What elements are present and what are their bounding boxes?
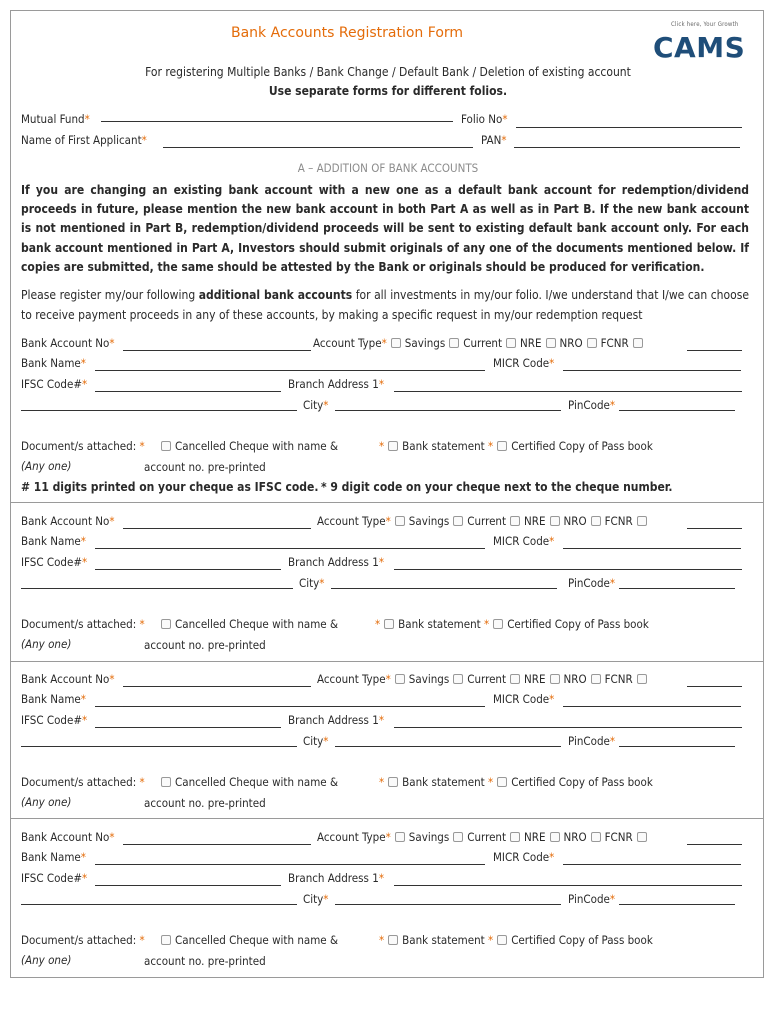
other-checkbox[interactable]: [633, 338, 643, 348]
ifsc-code-label: IFSC Code#*: [21, 871, 88, 885]
bank-account-no-label: Bank Account No*: [21, 830, 115, 844]
passbook-checkbox[interactable]: [493, 619, 503, 629]
current-checkbox[interactable]: [449, 338, 459, 348]
branch-address-field[interactable]: [394, 391, 742, 392]
bank-name-label: Bank Name*: [21, 850, 86, 864]
current-checkbox[interactable]: [453, 832, 463, 842]
nro-checkbox[interactable]: [546, 338, 556, 348]
documents-attached-label: Document/s attached: *: [21, 933, 145, 947]
micr-code-label: MICR Code*: [493, 356, 555, 370]
bank-statement-checkbox[interactable]: [388, 441, 398, 451]
nro-checkbox[interactable]: [550, 516, 560, 526]
micr-code-label: MICR Code*: [493, 534, 555, 548]
bank-account-no-field[interactable]: [123, 350, 311, 351]
account-preprinted-text: account no. pre-printed: [144, 638, 266, 652]
block-separator-1: [11, 502, 763, 503]
bank-account-no-label: Bank Account No*: [21, 514, 115, 528]
branch-address-label: Branch Address 1*: [288, 871, 384, 885]
account-type-other-field[interactable]: [687, 528, 742, 529]
bank-name-field[interactable]: [95, 864, 485, 865]
cams-logo: [651, 21, 746, 63]
city-field[interactable]: [335, 904, 561, 905]
micr-code-field[interactable]: [563, 864, 741, 865]
block-separator-3: [11, 818, 763, 819]
bank-account-block-4: [11, 830, 763, 980]
city-label: City*: [303, 398, 329, 412]
pan-field[interactable]: [514, 147, 740, 148]
passbook-checkbox[interactable]: [497, 777, 507, 787]
bank-name-field[interactable]: [95, 706, 485, 707]
cancelled-cheque-option: Cancelled Cheque with name &: [157, 439, 338, 453]
bank-account-no-field[interactable]: [123, 528, 311, 529]
first-applicant-label: Name of First Applicant*: [21, 133, 147, 147]
branch-address-line2-field[interactable]: [21, 410, 297, 411]
micr-code-label: MICR Code*: [493, 850, 555, 864]
account-type-group: Account Type* Savings Current NRE NRO FCNR: [313, 336, 647, 350]
other-checkbox[interactable]: [637, 674, 647, 684]
first-applicant-field[interactable]: [163, 147, 473, 148]
ifsc-code-field[interactable]: [95, 727, 281, 728]
ifsc-code-field[interactable]: [95, 569, 281, 570]
section-a-title: A – ADDITION OF BANK ACCOUNTS: [297, 161, 479, 175]
logo-text: CAMS: [653, 31, 746, 64]
nro-checkbox[interactable]: [550, 674, 560, 684]
mutual-fund-field[interactable]: [101, 121, 453, 122]
other-checkbox[interactable]: [637, 832, 647, 842]
account-preprinted-text: account no. pre-printed: [144, 796, 266, 810]
pincode-field[interactable]: [619, 410, 735, 411]
section-a-instructions: If you are changing an existing bank account with a new one as a default bank account for redemption/dividend proceeds in future, please mention the new bank account in both Part A as well as in Part B. If the new bank account is not mentioned in Part B, redemption/dividend proceeds will be sent to existing default bank account only. For each bank account mentioned in Part A, Investors should submit originals of any one of the documents mentioned below. If copies are submitted, the same should be attested by the Bank or originals should be produced for verification.: [21, 183, 749, 274]
any-one-label: (Any one): [21, 953, 72, 967]
account-preprinted-text: account no. pre-printed: [144, 954, 266, 968]
block-separator-2: [11, 661, 763, 662]
any-one-label: (Any one): [21, 637, 72, 651]
nro-checkbox[interactable]: [550, 832, 560, 842]
bank-account-no-label: Bank Account No*: [21, 336, 115, 350]
documents-attached-label: Document/s attached: *: [21, 617, 145, 631]
bank-name-label: Bank Name*: [21, 534, 86, 548]
pincode-field[interactable]: [619, 588, 735, 589]
micr-code-field[interactable]: [563, 548, 741, 549]
branch-address-label: Branch Address 1*: [288, 377, 384, 391]
bank-statement-option: * Bank statement * Certified Copy of Pass book: [375, 617, 649, 631]
savings-checkbox[interactable]: [395, 516, 405, 526]
city-label: City*: [303, 892, 329, 906]
mutual-fund-label: Mutual Fund*: [21, 112, 90, 126]
ifsc-code-label: IFSC Code#*: [21, 713, 88, 727]
branch-address-label: Branch Address 1*: [288, 555, 384, 569]
bank-statement-option: * Bank statement * Certified Copy of Pass book: [379, 439, 653, 453]
pincode-field[interactable]: [619, 904, 735, 905]
cancelled-cheque-option: Cancelled Cheque with name &: [157, 775, 338, 789]
micr-code-label: MICR Code*: [493, 692, 555, 706]
any-one-label: (Any one): [21, 459, 72, 473]
branch-address-field[interactable]: [394, 569, 742, 570]
passbook-checkbox[interactable]: [497, 935, 507, 945]
cancelled-cheque-checkbox[interactable]: [161, 777, 171, 787]
account-type-group: Account Type* Savings Current NRE NRO FCNR: [317, 672, 651, 686]
bank-account-block-3: [11, 672, 763, 822]
pincode-label: PinCode*: [568, 576, 616, 590]
other-checkbox[interactable]: [637, 516, 647, 526]
cancelled-cheque-checkbox[interactable]: [161, 619, 171, 629]
city-field[interactable]: [335, 410, 561, 411]
pincode-field[interactable]: [619, 746, 735, 747]
form-title: Bank Accounts Registration Form: [231, 25, 464, 41]
cancelled-cheque-option: Cancelled Cheque with name &: [157, 617, 338, 631]
branch-address-field[interactable]: [394, 727, 742, 728]
bank-statement-option: * Bank statement * Certified Copy of Pass book: [379, 933, 653, 947]
micr-code-field[interactable]: [563, 370, 741, 371]
fcnr-checkbox[interactable]: [591, 674, 601, 684]
fcnr-checkbox[interactable]: [591, 832, 601, 842]
bank-statement-checkbox[interactable]: [384, 619, 394, 629]
cancelled-cheque-checkbox[interactable]: [161, 935, 171, 945]
city-field[interactable]: [335, 746, 561, 747]
bank-statement-checkbox[interactable]: [388, 777, 398, 787]
savings-checkbox[interactable]: [395, 674, 405, 684]
cancelled-cheque-option: Cancelled Cheque with name &: [157, 933, 338, 947]
pincode-label: PinCode*: [568, 734, 616, 748]
bank-name-label: Bank Name*: [21, 692, 86, 706]
ifsc-code-field[interactable]: [95, 885, 281, 886]
documents-attached-label: Document/s attached: *: [21, 439, 145, 453]
account-type-group: Account Type* Savings Current NRE NRO FCNR: [317, 830, 651, 844]
account-preprinted-text: account no. pre-printed: [144, 460, 266, 474]
nre-checkbox[interactable]: [510, 516, 520, 526]
city-label: City*: [303, 734, 329, 748]
folio-no-field[interactable]: [516, 127, 742, 128]
bank-account-no-field[interactable]: [123, 686, 311, 687]
ifsc-code-label: IFSC Code#*: [21, 555, 88, 569]
form-subtitle: For registering Multiple Banks / Bank Change / Default Bank / Deletion of existing account: [145, 65, 631, 79]
branch-address-line2-field[interactable]: [21, 588, 293, 589]
bank-name-field[interactable]: [95, 370, 485, 371]
nre-checkbox[interactable]: [510, 832, 520, 842]
nre-checkbox[interactable]: [506, 338, 516, 348]
branch-address-field[interactable]: [394, 885, 742, 886]
pincode-label: PinCode*: [568, 892, 616, 906]
current-checkbox[interactable]: [453, 516, 463, 526]
account-type-group: Account Type* Savings Current NRE NRO FCNR: [317, 514, 651, 528]
pincode-label: PinCode*: [568, 398, 616, 412]
city-label: City*: [299, 576, 325, 590]
bank-name-label: Bank Name*: [21, 356, 86, 370]
account-type-other-field[interactable]: [687, 844, 742, 845]
account-type-other-field[interactable]: [687, 686, 742, 687]
passbook-checkbox[interactable]: [497, 441, 507, 451]
fcnr-checkbox[interactable]: [587, 338, 597, 348]
section-a-request: Please register my/our following additional bank accounts for all investments in my/our folio. I/we understand that I/we can choose to receive payment proceeds in any of these accounts, by making a specific request in my/our redemption request: [21, 288, 749, 322]
any-one-label: (Any one): [21, 795, 72, 809]
savings-checkbox[interactable]: [395, 832, 405, 842]
account-type-other-field[interactable]: [687, 350, 742, 351]
branch-address-line2-field[interactable]: [21, 746, 297, 747]
savings-checkbox[interactable]: [391, 338, 401, 348]
branch-address-label: Branch Address 1*: [288, 713, 384, 727]
current-checkbox[interactable]: [453, 674, 463, 684]
bank-account-block-1: [11, 336, 763, 486]
micr-note: * 9 digit code on your cheque next to the cheque number.: [321, 480, 673, 494]
micr-code-field[interactable]: [563, 706, 741, 707]
logo-tagline: Click here, Your Growth: [671, 21, 739, 28]
city-field[interactable]: [331, 588, 557, 589]
cancelled-cheque-checkbox[interactable]: [161, 441, 171, 451]
form-note: Use separate forms for different folios.: [268, 84, 508, 98]
bank-statement-checkbox[interactable]: [388, 935, 398, 945]
folio-no-label: Folio No*: [461, 112, 508, 126]
ifsc-code-field[interactable]: [95, 391, 281, 392]
nre-checkbox[interactable]: [510, 674, 520, 684]
bank-account-no-field[interactable]: [123, 844, 311, 845]
branch-address-line2-field[interactable]: [21, 904, 297, 905]
documents-attached-label: Document/s attached: *: [21, 775, 145, 789]
form-page: [10, 10, 764, 978]
bank-statement-option: * Bank statement * Certified Copy of Pass book: [379, 775, 653, 789]
bank-name-field[interactable]: [95, 548, 485, 549]
bank-account-no-label: Bank Account No*: [21, 672, 115, 686]
ifsc-note: # 11 digits printed on your cheque as IFSC code.: [21, 480, 319, 494]
fcnr-checkbox[interactable]: [591, 516, 601, 526]
pan-label: PAN*: [481, 133, 507, 147]
bank-account-block-2: [11, 514, 763, 664]
ifsc-code-label: IFSC Code#*: [21, 377, 88, 391]
